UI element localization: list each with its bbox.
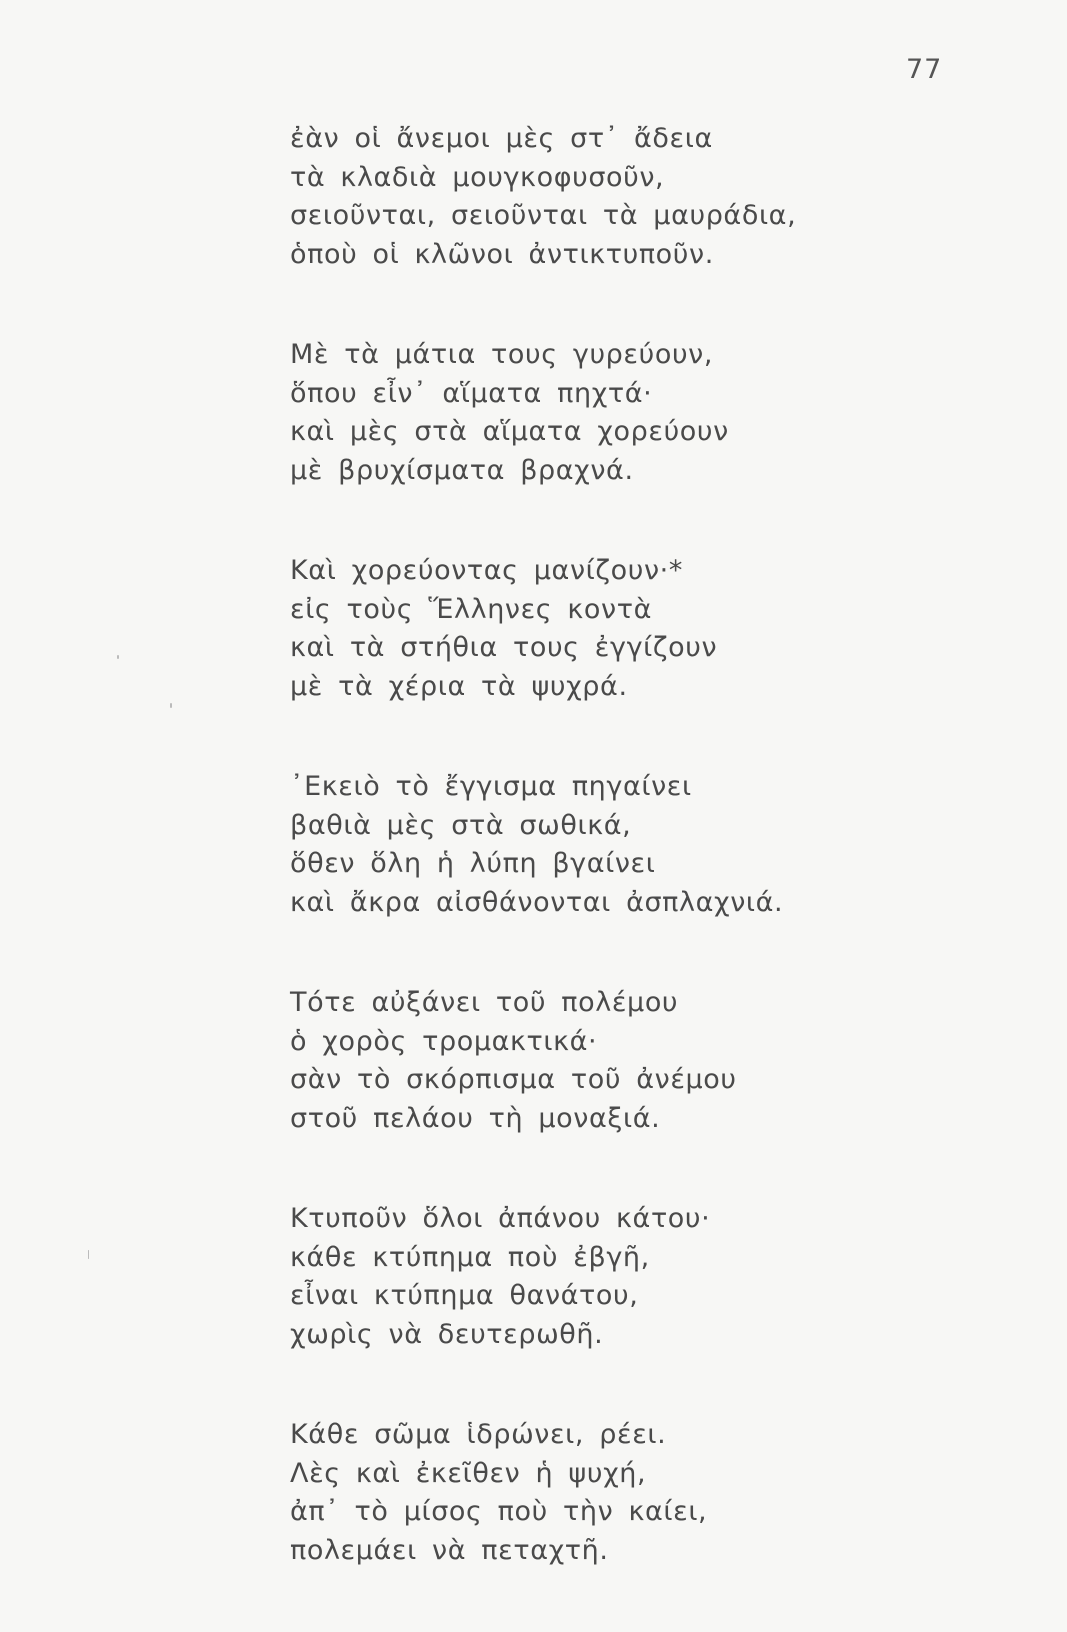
poem-line: ἐὰν οἱ ἄνεμοι μὲς στ᾽ ἄδεια (290, 123, 713, 154)
poem-line: Κάθε σῶμα ἱδρώνει, ρέει. (290, 1419, 667, 1450)
scan-speck (88, 1250, 89, 1259)
stanza (290, 336, 990, 490)
stanza (290, 768, 990, 922)
poem-line: τὰ κλαδιὰ μουγκοφυσοῦν, (290, 161, 665, 193)
poem-line: κάθε κτύπημα ποὺ ἐβγῆ, (290, 1241, 650, 1273)
poem-line: ὁποὺ οἱ κλῶνοι ἀντικτυποῦν. (290, 238, 714, 270)
poem-line: Καὶ χορεύοντας μανίζουν·* (290, 555, 683, 586)
poem-line: Κτυποῦν ὅλοι ἀπάνου κάτου· (290, 1203, 711, 1234)
poem-line: εἶναι κτύπημα θανάτου, (290, 1280, 639, 1311)
stanza (290, 1200, 990, 1354)
poem-line: Μὲ τὰ μάτια τους γυρεύουν, (290, 339, 714, 370)
poem-line: σὰν τὸ σκόρπισμα τοῦ ἀνέμου (290, 1064, 737, 1095)
poem-line: ὅθεν ὅλη ἡ λύπη βγαίνει (290, 848, 656, 879)
stanza (290, 1416, 990, 1570)
poem-line: μὲ τὰ χέρια τὰ ψυχρά. (290, 670, 628, 702)
stanza (290, 984, 990, 1138)
stanza (290, 552, 990, 706)
poem-line: χωρὶς νὰ δευτερωθῆ. (290, 1318, 604, 1350)
poem-line: στοῦ πελάου τὴ μοναξιά. (290, 1102, 661, 1134)
page-number: 77 (906, 54, 943, 85)
poem-line: βαθιὰ μὲς στὰ σωθικά, (290, 809, 632, 841)
scan-speck (117, 655, 119, 659)
poem-line: καὶ ἄκρα αἰσθάνονται ἀσπλαχνιά. (290, 886, 784, 918)
poem-line: μὲ βρυχίσματα βραχνά. (290, 454, 634, 486)
poem-line: πολεμάει νὰ πεταχτῆ. (290, 1534, 609, 1566)
poem-line: Λὲς καὶ ἐκεῖθεν ἡ ψυχή, (290, 1457, 647, 1489)
poem-line: σειοῦνται, σειοῦνται τὰ μαυράδια, (290, 200, 797, 231)
poem-line: Τότε αὐξάνει τοῦ πολέμου (290, 987, 679, 1018)
poem-line: καὶ τὰ στήθια τους ἐγγίζουν (290, 632, 718, 663)
poem-line: ὁ χορὸς τρομακτικά· (290, 1025, 598, 1057)
poem-line: ἀπ᾽ τὸ μίσος ποὺ τὴν καίει, (290, 1496, 708, 1527)
poem (290, 120, 990, 1632)
poem-line: εἰς τοὺς Ἕλληνες κοντὰ (290, 593, 652, 625)
poem-line: καὶ μὲς στὰ αἵματα χορεύουν (290, 416, 729, 447)
scan-speck (170, 703, 172, 708)
stanza (290, 120, 990, 274)
poem-line: ᾽Εκειὸ τὸ ἔγγισμα πηγαίνει (290, 771, 692, 802)
poem-line: ὅπου εἶν᾽ αἵματα πηχτά· (290, 377, 653, 409)
